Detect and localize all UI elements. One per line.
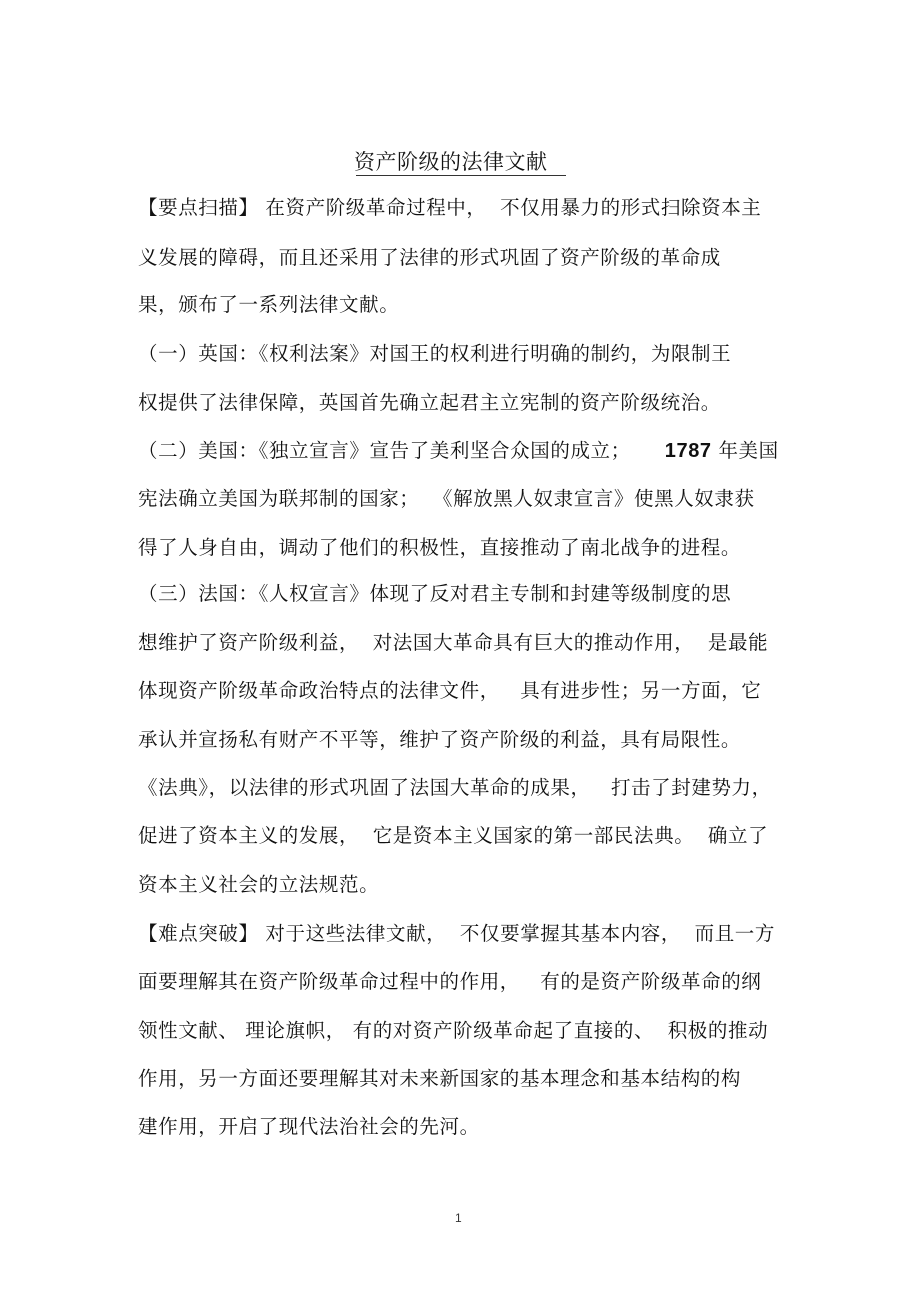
text-line: （三）法国：《人权宣言》体现了反对君主专制和封建等级制度的思: [138, 582, 732, 605]
text-segment: 年美国: [711, 439, 779, 462]
text-line: 体现资产阶级革命政治特点的法律文件， 具有进步性；另一方面，它: [138, 679, 762, 702]
text-segment: （二）美国：《独立宣言》宣告了美利坚合众国的成立；: [138, 439, 665, 462]
text-line: （一）英国：《权利法案》对国王的权利进行明确的制约，为限制王: [138, 342, 732, 365]
text-line: 资本主义社会的立法规范。: [138, 873, 380, 896]
text-line: 宪法确立美国为联邦制的国家； 《解放黑人奴隶宣言》使黑人奴隶获: [138, 487, 755, 510]
text-line: 作用，另一方面还要理解其对未来新国家的基本理念和基本结构的构: [138, 1067, 742, 1090]
year-number: 1787: [664, 440, 712, 462]
page-number: 1: [455, 1211, 462, 1225]
text-line: 促进了资本主义的发展， 它是资本主义国家的第一部民法典。 确立了: [138, 824, 769, 847]
text-line: 【难点突破】 对于这些法律文献， 不仅要掌握其基本内容， 而且一方: [138, 922, 775, 945]
text-line: 果，颁布了一系列法律文献。: [138, 293, 400, 316]
text-line: 领性文献、 理论旗帜， 有的对资产阶级革命起了直接的、 积极的推动: [138, 1019, 769, 1042]
text-line: 想维护了资产阶级利益， 对法国大革命具有巨大的推动作用， 是最能: [138, 631, 769, 654]
text-line: 《法典》，以法律的形式巩固了法国大革命的成果， 打击了封建势力，: [138, 776, 772, 799]
text-line: 面要理解其在资产阶级革命过程中的作用， 有的是资产阶级革命的纲: [138, 970, 762, 993]
text-line: 承认并宣扬私有财产不平等，维护了资产阶级的利益，具有局限性。: [138, 728, 742, 751]
document-title: 资产阶级的法律文献: [354, 150, 548, 174]
title-underline: [356, 175, 566, 176]
text-line: [138, 438, 779, 464]
text-line: 权提供了法律保障，英国首先确立起君主立宪制的资产阶级统治。: [138, 391, 721, 414]
text-line: 建作用，开启了现代法治社会的先河。: [138, 1115, 480, 1138]
text-line: 【要点扫描】 在资产阶级革命过程中， 不仅用暴力的形式扫除资本主: [138, 196, 762, 219]
text-line: 义发展的障碍，而且还采用了法律的形式巩固了资产阶级的革命成: [138, 246, 721, 269]
text-line: 得了人身自由，调动了他们的积极性，直接推动了南北战争的进程。: [138, 536, 742, 559]
